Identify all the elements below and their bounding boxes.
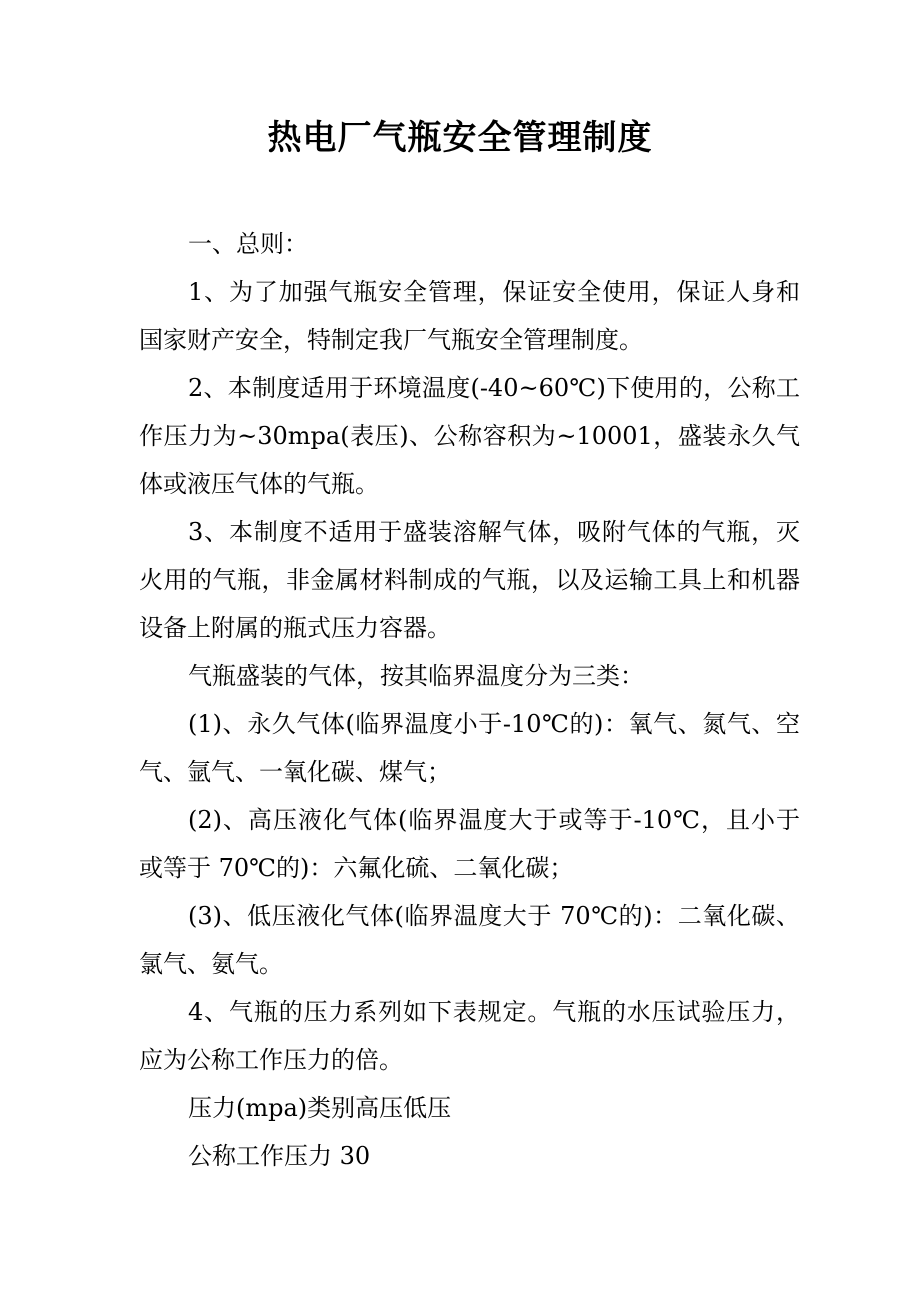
pressure-table-header: 压力(mpa)类别高压低压 xyxy=(188,1094,452,1122)
document-body xyxy=(139,220,800,1180)
paragraph-item-2: 2、本制度适用于环境温度(-40~60℃)下使用的，公称工作压力为~30mpa(表压)、公称容积为~10001，盛装永久气体或液压气体的气瓶。 xyxy=(139,374,800,498)
paragraph-item-1: 1、为了加强气瓶安全管理，保证安全使用，保证人身和国家财产安全，特制定我厂气瓶安全管理制度。 xyxy=(139,278,800,354)
document-title: 热电厂气瓶安全管理制度 xyxy=(267,118,653,158)
paragraph-gas-classification: 气瓶盛装的气体，按其临界温度分为三类： xyxy=(188,662,644,690)
pressure-table-row: 公称工作压力 30 xyxy=(188,1142,371,1170)
section-heading-general: 一、总则： xyxy=(188,230,308,258)
paragraph-class-3: (3)、低压液化气体(临界温度大于 70℃的)：二氧化碳、氯气、氨气。 xyxy=(139,902,800,978)
paragraph-item-3: 3、本制度不适用于盛装溶解气体，吸附气体的气瓶，灭火用的气瓶，非金属材料制成的气瓶，以及运输工具上和机器设备上附属的瓶式压力容器。 xyxy=(139,518,800,642)
paragraph-class-1: (1)、永久气体(临界温度小于-10℃的)：氧气、氮气、空气、氩气、一氧化碳、煤气； xyxy=(139,710,800,786)
paragraph-class-2: (2)、高压液化气体(临界温度大于或等于-10℃，且小于或等于 70℃的)：六氟化硫、二氧化碳； xyxy=(139,806,800,882)
paragraph-item-4: 4、气瓶的压力系列如下表规定。气瓶的水压试验压力，应为公称工作压力的倍。 xyxy=(139,998,800,1074)
